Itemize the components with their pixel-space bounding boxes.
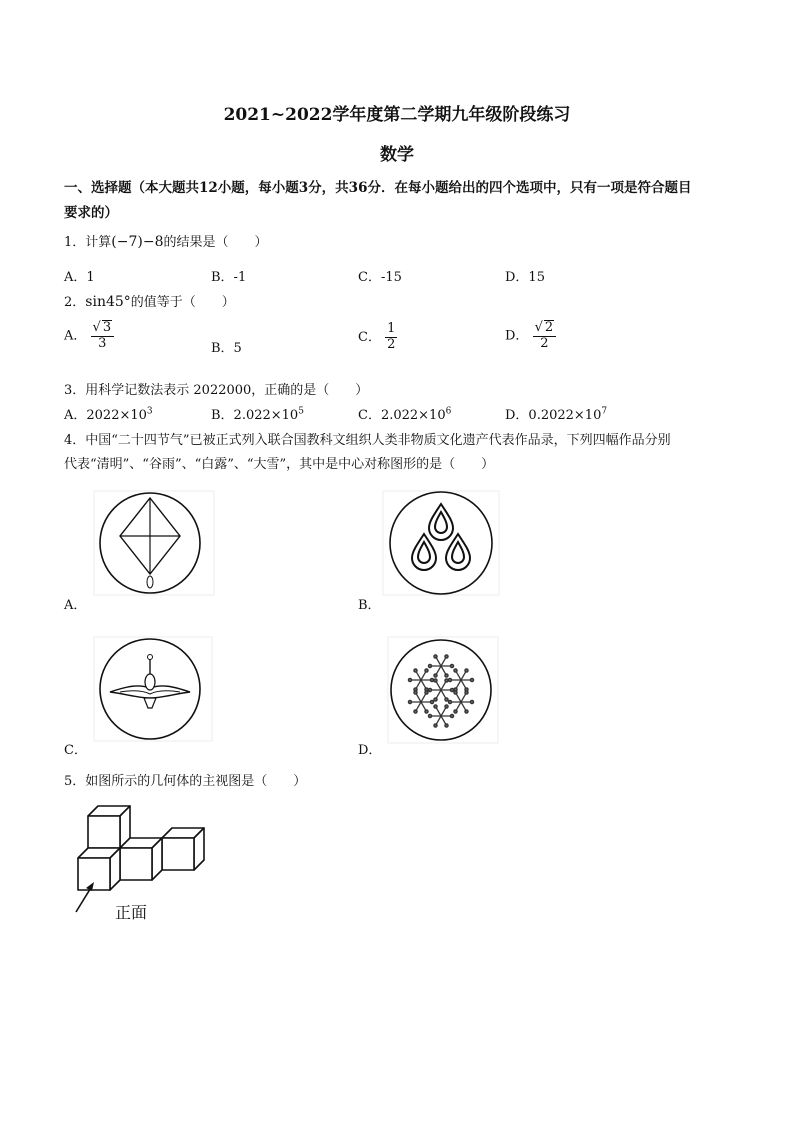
q1-post: 的结果是（ ） [163,235,268,250]
q3-option-d[interactable] [505,404,607,423]
q2-a-numerator: 3 [102,320,112,335]
q4-option-a-label[interactable]: A． [64,598,87,613]
snowflakes-icon[interactable] [386,636,500,744]
subject-title: 数学 [380,145,414,165]
q2-d-label: D． [505,328,529,344]
q3-option-c[interactable] [358,404,451,423]
question-3: 3．用科学记数法表示 2022000，正确的是（ ） [64,383,369,398]
q2-a-fraction: $\frac{√ 3}{3}$ [91,320,115,352]
crane-icon[interactable] [92,636,214,742]
q2-option-d[interactable] [505,320,556,352]
question-1 [64,231,268,250]
q1-pre: 计算 [85,235,112,250]
q2-number: 2． [64,295,86,310]
q1-option-b[interactable]: B．-1 [211,270,247,285]
q3-a-exponent: 3 [146,406,153,417]
q2-d-fraction: $\frac{√ 2}{2}$ [533,320,557,352]
q1-option-c[interactable]: C．-15 [358,270,402,285]
question-2 [64,291,235,310]
q2-d-numerator: 2 [544,320,554,335]
q2-option-c[interactable] [358,322,397,353]
q3-d-exponent: 7 [601,406,608,417]
section-heading-line1: 一、选择题（本大题共12小题，每小题3分，共36分．在每小题给出的四个选项中，只有一项是符合题目 [64,180,692,196]
q1-expression: (−7)−8 [111,234,164,250]
q2-option-b[interactable]: B．5 [211,341,242,356]
q1-option-d[interactable]: D．15 [505,270,545,285]
q1-number: 1． [64,235,86,250]
q2-c-label: C． [358,329,381,345]
q2-c-fraction [385,322,397,353]
question-4-line2: 代表“清明”、“谷雨”、“白露”、“大雪”，其中是中心对称图形的是（ ） [64,457,495,472]
q4-option-d-label[interactable]: D． [358,743,382,758]
q2-post: 的值等于（ ） [130,295,235,310]
q3-c-exponent: 6 [445,406,452,417]
q4-option-c-label[interactable]: C． [64,743,87,758]
q3-option-a[interactable] [64,404,153,423]
q2-d-denominator: 2 [540,335,549,351]
kite-icon[interactable] [92,490,216,596]
question-4-line1: 4．中国“二十四节气”已被正式列入联合国教科文组织人类非物质文化遗产代表作品录，下列四幅作品分别 [64,433,671,448]
raindrops-icon[interactable] [381,490,501,596]
q3-c-text: C．2.022×10 [358,408,446,423]
q3-b-text: B．2.022×10 [211,408,299,423]
q3-b-exponent: 5 [298,406,304,417]
exam-title: 2021~2022学年度第二学期九年级阶段练习 [223,105,571,125]
q2-c-denominator: 2 [387,336,396,352]
q2-option-a[interactable] [64,320,114,352]
q1-option-a[interactable]: A．1 [64,270,95,285]
section-heading-line2: 要求的） [64,205,118,221]
q3-d-text: D．0.2022×10 [505,408,602,423]
q2-a-denominator: 3 [98,335,107,351]
q2-c-numerator: 1 [387,321,396,336]
q4-option-b-label[interactable]: B． [358,598,381,613]
q3-option-b[interactable] [211,404,304,423]
q3-a-text: A．2022×10 [64,408,147,423]
question-5: 5．如图所示的几何体的主视图是（ ） [64,774,307,789]
q2-expression: sin45° [85,294,131,310]
q2-a-label: A． [64,328,87,344]
front-view-label: 正面 [115,903,148,922]
